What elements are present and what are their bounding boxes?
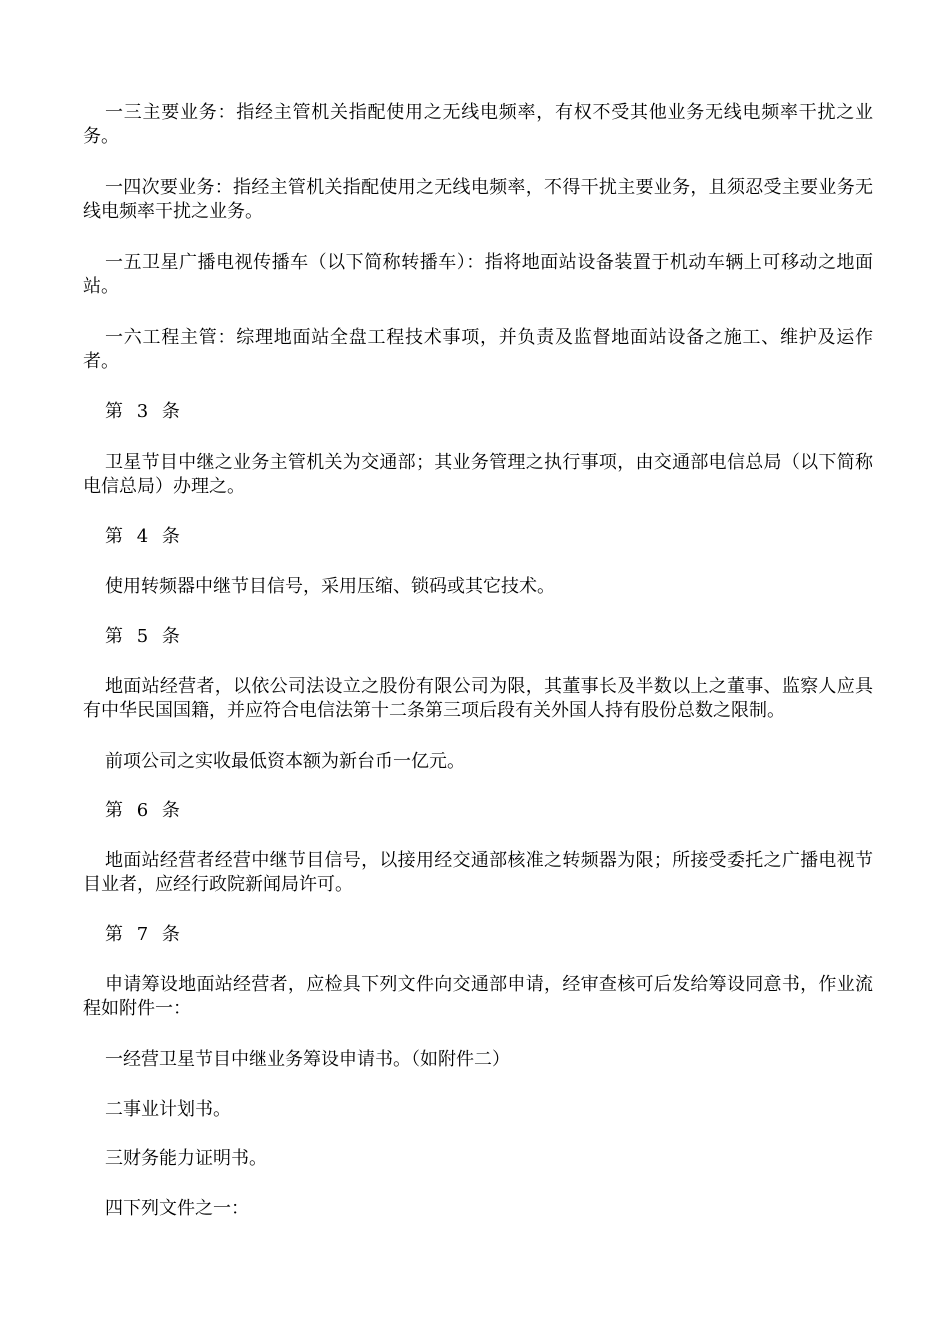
paragraph-minimum-capital: 前项公司之实收最低资本额为新台币一亿元。 [105,751,465,772]
article-heading-6: 第 6 条 [105,800,184,821]
list-item-financial-proof: 三财务能力证明书。 [105,1148,267,1169]
article-heading-7: 第 7 条 [105,924,184,945]
paragraph-primary-service: 一三主要业务：指经主管机关指配使用之无线电频率，有权不受其他业务无线电频率干扰之业务。 [83,102,873,147]
article-heading-5: 第 5 条 [105,626,184,647]
list-item-business-plan: 二事业计划书。 [105,1099,231,1120]
article-heading-3: 第 3 条 [105,401,184,422]
paragraph-article-6: 地面站经营者经营中继节目信号，以接用经交通部核准之转频器为限；所接受委托之广播电视节目业者，应经行政院新闻局许可。 [83,850,873,895]
list-item-documents: 四下列文件之一： [105,1198,249,1219]
paragraph-article-3: 卫星节目中继之业务主管机关为交通部；其业务管理之执行事项，由交通部电信总局（以下简称电信总局）办理之。 [83,452,873,497]
paragraph-article-4: 使用转频器中继节目信号，采用压缩、锁码或其它技术。 [105,576,555,597]
paragraph-article-5: 地面站经营者，以依公司法设立之股份有限公司为限，其董事长及半数以上之董事、监察人应具有中华民国国籍，并应符合电信法第十二条第三项后段有关外国人持有股份总数之限制。 [83,676,873,721]
paragraph-engineering-supervisor: 一六工程主管：综理地面站全盘工程技术事项，并负责及监督地面站设备之施工、维护及运作者。 [83,327,873,372]
list-item-application-form: 一经营卫星节目中继业务筹设申请书。（如附件二） [105,1049,510,1070]
paragraph-broadcast-vehicle: 一五卫星广播电视传播车（以下简称转播车）：指将地面站设备装置于机动车辆上可移动之地面站。 [83,252,873,297]
paragraph-article-7: 申请筹设地面站经营者，应检具下列文件向交通部申请，经审查核可后发给筹设同意书，作业流程如附件一： [83,974,873,1019]
article-heading-4: 第 4 条 [105,526,184,547]
paragraph-secondary-service: 一四次要业务：指经主管机关指配使用之无线电频率，不得干扰主要业务，且须忍受主要业务无线电频率干扰之业务。 [83,177,873,222]
